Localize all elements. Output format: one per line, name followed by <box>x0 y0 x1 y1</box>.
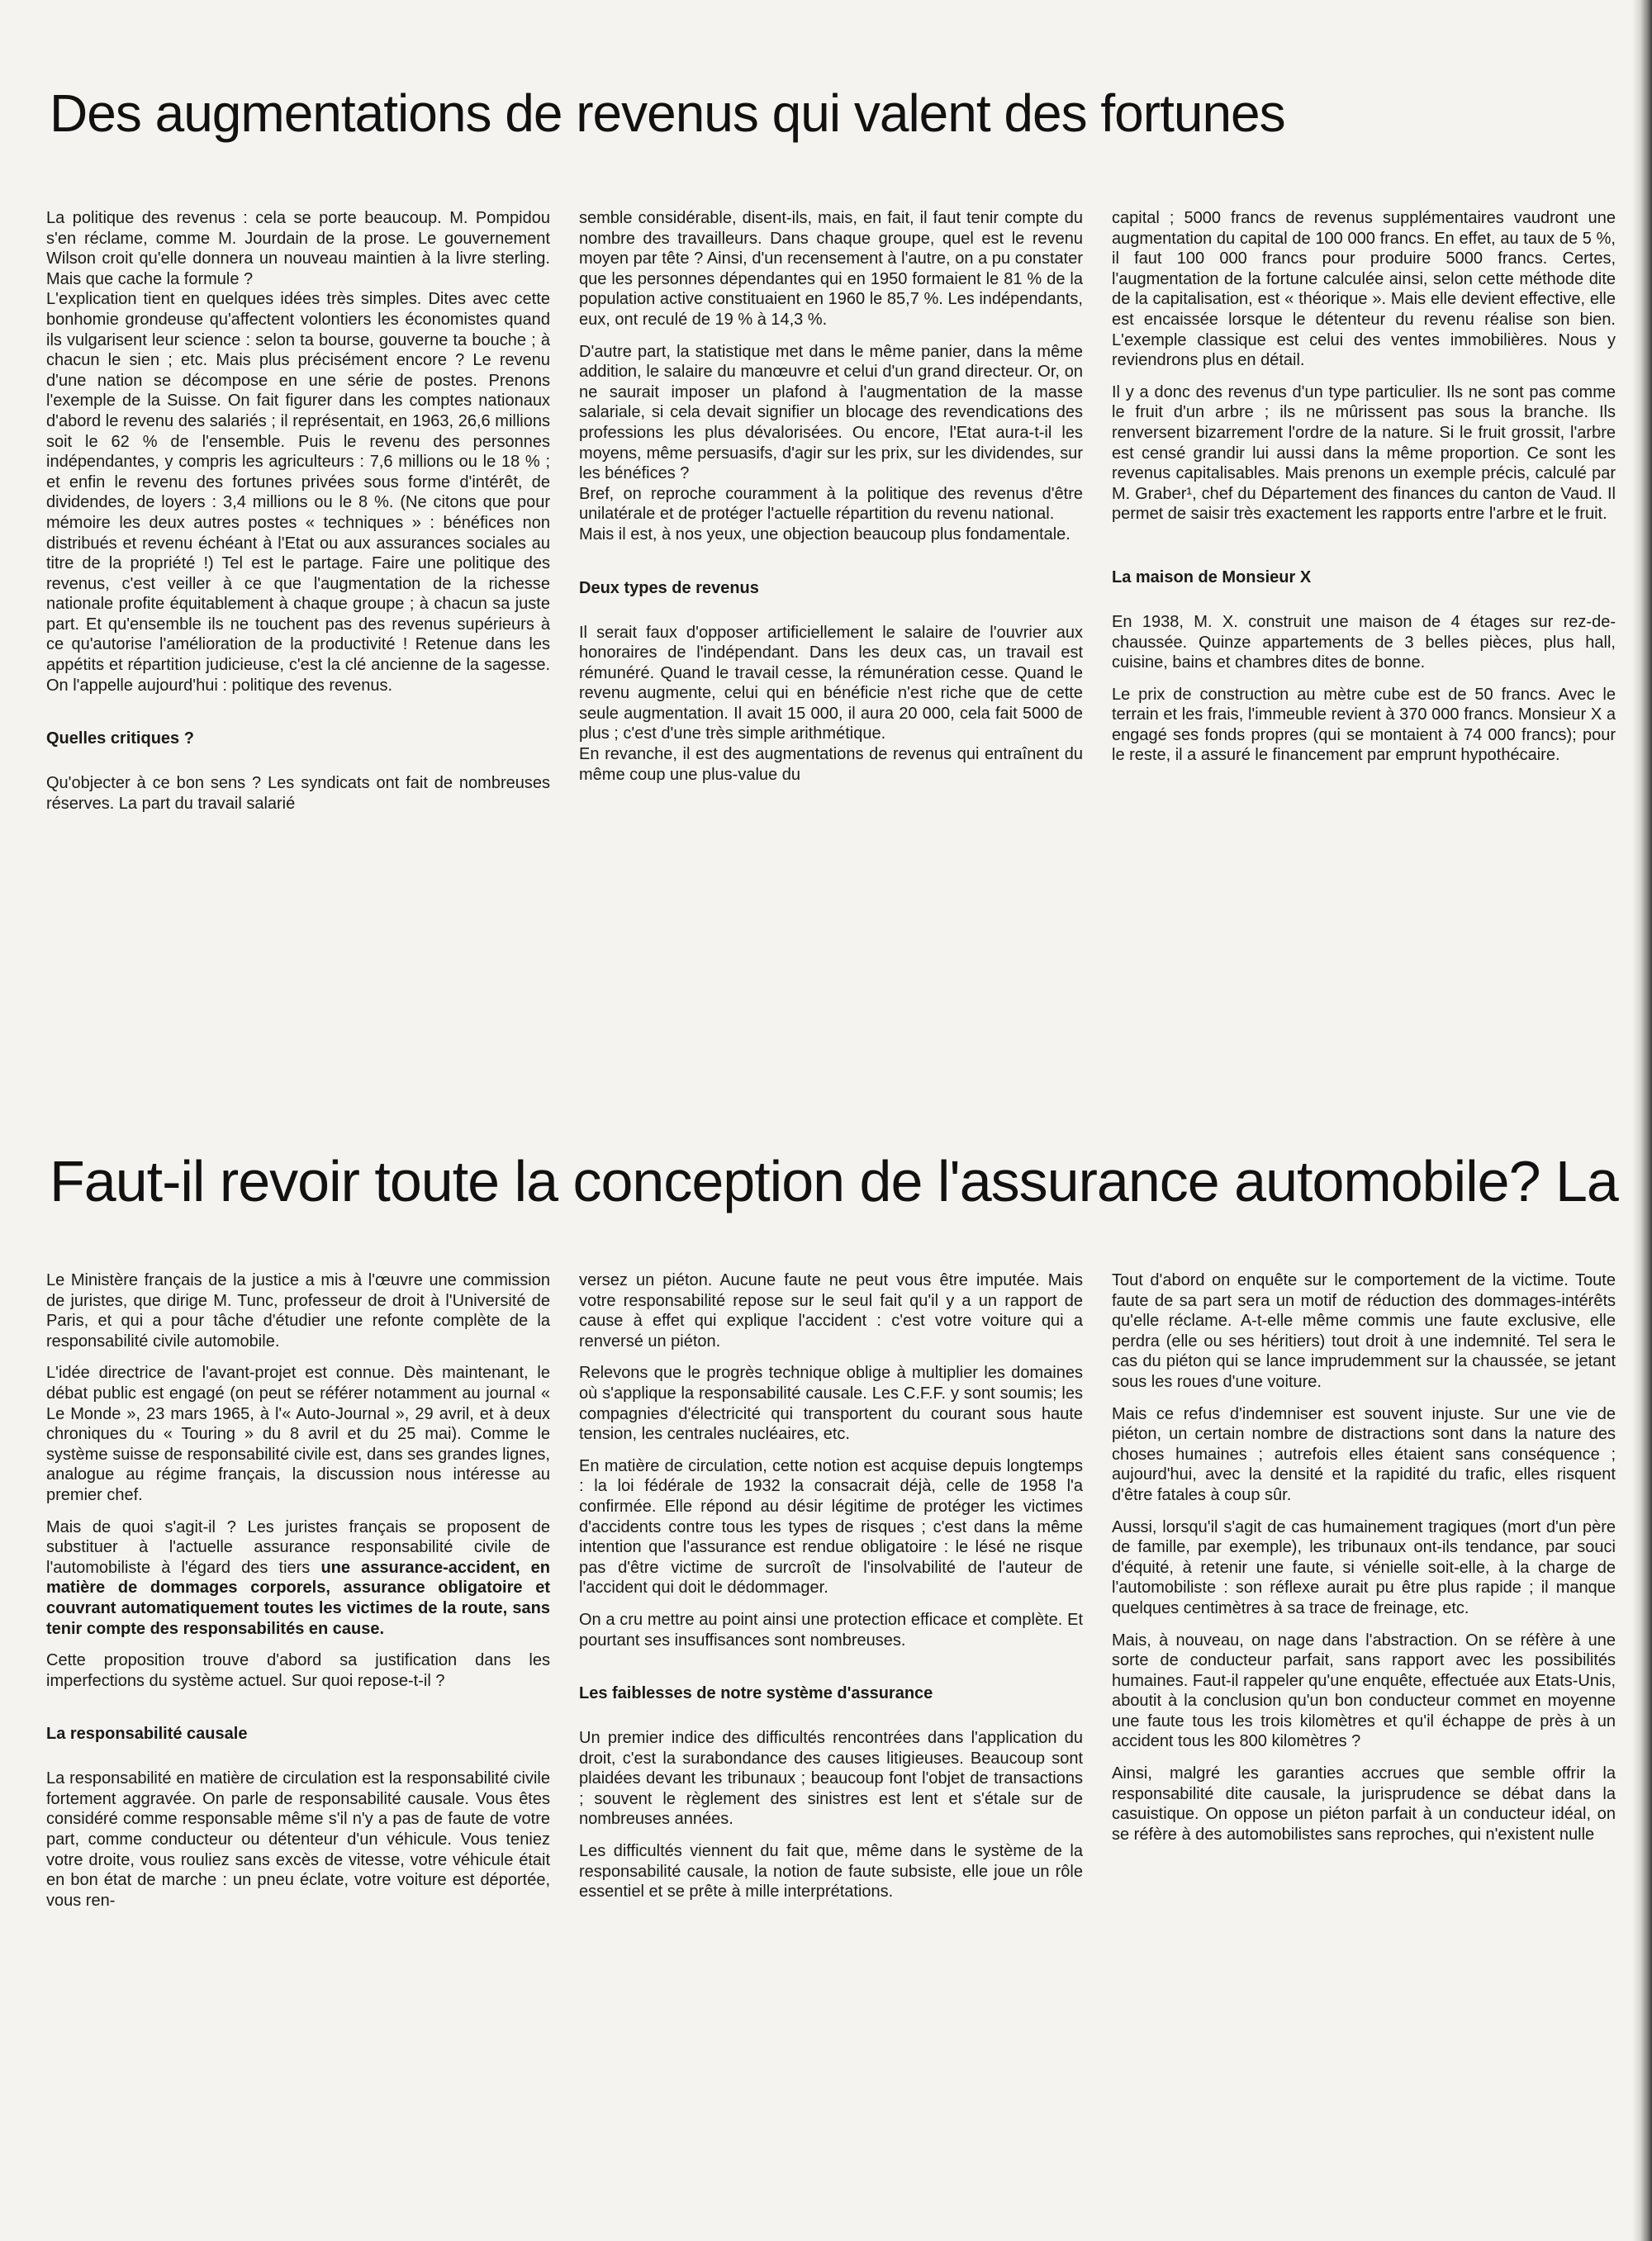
subheading-la-responsabilite-causale: La responsabilité causale <box>46 1725 248 1744</box>
article2-column-3 <box>1112 1270 1616 1856</box>
paragraph: Tout d'abord on enquête sur le comportement de la victime. Toute faute de sa part sera un motif de réduction des dommages-intérêts qu'elle réclame. A-t-elle même commis une faute exclusive, elle perdra (elle ou ses héritiers) tout droit à une indemnité. Tel sera le cas du piéton qui se lance imprudemment sur la chaussée, se jetant sous les roues d'une voiture. <box>1112 1271 1616 1391</box>
article2-column-2 <box>579 1270 1083 1914</box>
bold-proposal-text: une assurance-accident, en matière de dommages corporels, assurance obligatoire et couvrant automatiquement toutes les victimes de la route, sans tenir compte des responsabilités en cause. <box>46 1558 550 1638</box>
paragraph: On a cru mettre au point ainsi une protection efficace et complète. Et pourtant ses insuffisances sont nombreuses. <box>579 1610 1083 1650</box>
paragraph: Le Ministère français de la justice a mis à l'œuvre une commission de juristes, que dirige M. Tunc, professeur de droit à l'Université de Paris, et qui a pour tâche d'étudier une refonte complète de la responsabilité civile automobile. <box>46 1271 550 1351</box>
paragraph: Un premier indice des difficultés rencontrées dans l'application du droit, c'est la surabondance des causes litigieuses. Beaucoup sont plaidées devant les tribunaux ; beaucoup font l'objet de transactions ; souvent le règlement des sinistres est lent et s'étale sur de nombreuses années. <box>579 1729 1083 1829</box>
paragraph: Le prix de construction au mètre cube est de 50 francs. Avec le terrain et les frais, l'immeuble revient à 370 000 francs. Monsieur X a engagé ses fonds propres (qui se montaient à 74 000 francs); pour le reste, il a assuré le financement par emprunt hypothécaire. <box>1112 685 1616 765</box>
paragraph: capital ; 5000 francs de revenus supplémentaires vaudront une augmentation du capital de 100 000 francs. En effet, au taux de 5 %, il faut 100 000 francs pour produire 5000 francs. Certes, l'augmentation de la fortune calculée ainsi, selon cette méthode dite de la capitalisation, est « théorique ». Mais elle devient effective, elle est encaissée lorsque le détenteur du revenu réalise son bien. L'exemple classique est celui des ventes immobilières. Nous y reviendrons plus en détail. <box>1112 209 1616 370</box>
paragraph: Qu'objecter à ce bon sens ? Les syndicats ont fait de nombreuses réserves. La part du travail salarié <box>46 774 550 813</box>
article2-column-1 <box>46 1270 550 1922</box>
subheading-la-maison-de-monsieur-x: La maison de Monsieur X <box>1112 567 1312 586</box>
paragraph: Mais ce refus d'indemniser est souvent injuste. Sur une vie de piéton, un certain nombre de distractions sont dans la nature des choses humaines ; autrefois elles étaient sans conséquence ; aujourd'hui, avec la densité et la rapidité du trafic, elles risquent d'être fatales à coup sûr. <box>1112 1404 1616 1504</box>
paragraph: Cette proposition trouve d'abord sa justification dans les imperfections du système actuel. Sur quoi repose-t-il ? <box>46 1651 550 1690</box>
subheading-deux-types-de-revenus: Deux types de revenus <box>579 578 759 597</box>
article2-title: Faut-il revoir toute la conception de l'assurance automobile? La <box>50 1149 1618 1213</box>
paragraph: Aussi, lorsqu'il s'agit de cas humainement tragiques (mort d'un père de famille, par exemple), les tribunaux ont-ils tendance, par souci d'équité, à retenir une faute, si vénielle soit-elle, à la charge de l'automobiliste : son réflexe aurait pu être plus rapide ; il manque quelques centimètres à sa trace de freinage, etc. <box>1112 1517 1616 1617</box>
paragraph: Bref, on reproche couramment à la politique des revenus d'être unilatérale et de protéger l'actuelle répartition du revenu national. <box>579 484 1083 524</box>
article1-column-1 <box>46 208 550 825</box>
paragraph: Mais, à nouveau, on nage dans l'abstraction. On se réfère à une sorte de conducteur parfait, sans rapport avec les possibilités humaines. Faut-il rappeler qu'une enquête, effectuée aux Etats-Unis, aboutit à la conclusion qu'un bon conducteur commet en moyenne une faute tous les trois kilomètres et qu'il échappe de près à un accident tous les 800 kilomètres ? <box>1112 1631 1616 1751</box>
subheading-les-faiblesses: Les faiblesses de notre système d'assurance <box>579 1684 933 1703</box>
paragraph: Relevons que le progrès technique oblige à multiplier les domaines où s'applique la responsabilité causale. Les C.F.F. y sont soumis; les compagnies d'électricité qui transportent du courant sous haute tension, les centrales nucléaires, etc. <box>579 1364 1083 1444</box>
article1-column-3 <box>1112 208 1616 777</box>
article1-column-2 <box>579 208 1083 796</box>
paragraph: La responsabilité en matière de circulation est la responsabilité civile fortement aggravée. On parle de responsabilité causale. Vous êtes considéré comme responsable même s'il n'y a pas de faute de votre part, comme conducteur ou détenteur d'un véhicule. Vous teniez votre droite, vous rouliez sans excès de vitesse, votre véhicule était en bon état de marche : un pneu éclate, votre voiture est déportée, vous ren- <box>46 1769 550 1910</box>
paragraph <box>46 1517 550 1640</box>
paragraph: Il y a donc des revenus d'un type particulier. Ils ne sont pas comme le fruit d'un arbre ; ils ne mûrissent pas sous la branche. Ils renversent bizarrement l'ordre de la nature. Si le fruit grossit, l'arbre est censé grandir lui aussi dans la même proportion. Ce sont les revenus capitalisables. Mais prenons un exemple précis, calculé par M. Graber¹, chef du Département des finances du canton de Vaud. Il permet de saisir très exactement les rapports entre l'arbre et le fruit. <box>1112 382 1616 524</box>
page-binding-edge <box>1632 0 1652 2241</box>
paragraph: Il serait faux d'opposer artificiellement le salaire de l'ouvrier aux honoraires de l'indépendant. Dans les deux cas, un travail est rémunéré. Quand le travail cesse, la rémunération cesse. Quand le revenu augmente, celui qui en bénéficie n'est riche que de cette seule augmentation. Il avait 15 000, il aura 20 000, cela fait 5000 de plus ; c'est d'une très simple arithmétique. <box>579 623 1083 743</box>
paragraph: versez un piéton. Aucune faute ne peut vous être imputée. Mais votre responsabilité repose sur le seul fait qu'il y a un rapport de cause à effet qui explique l'accident : c'est votre voiture qui a renversé un piéton. <box>579 1271 1083 1351</box>
paragraph: En matière de circulation, cette notion est acquise depuis longtemps : la loi fédérale de 1932 la consacrait déjà, celle de 1958 l'a confirmée. Elle répond au désir légitime de protéger les victimes d'accidents contre tous les types de risques ; c'est dans la même intention que l'assurance est rendue obligatoire : le lésé ne risque pas d'être victime de surcroît de l'insolvabilité de l'auteur de l'accident qui doit le dédommager. <box>579 1456 1083 1598</box>
subheading-quelles-critiques: Quelles critiques ? <box>46 729 194 748</box>
paragraph: La politique des revenus : cela se porte beaucoup. M. Pompidou s'en réclame, comme M. Jourdain de la prose. Le gouvernement Wilson croit qu'elle donnera un nouveau maintien à la livre sterling. Mais que cache la formule ? <box>46 209 550 288</box>
paragraph: Mais il est, à nos yeux, une objection beaucoup plus fondamentale. <box>579 525 1070 544</box>
paragraph: Ainsi, malgré les garanties accrues que semble offrir la responsabilité dite causale, la jurisprudence se débat dans la casuistique. On oppose un piéton parfait à un conducteur idéal, on se réfère à des automobilistes sans reproches, qui n'existent nulle <box>1112 1764 1616 1844</box>
paragraph: L'idée directrice de l'avant-projet est connue. Dès maintenant, le débat public est engagé (on peut se référer notamment au journal « Le Monde », 23 mars 1965, à l'« Auto-Journal », 29 avril, et à deux chroniques du « Touring » du 8 avril et du 25 mai). Comme le système suisse de responsabilité civile est, dans ses grandes lignes, analogue au régime français, la discussion nous intéresse au premier chef. <box>46 1364 550 1504</box>
paragraph: Les difficultés viennent du fait que, même dans le système de la responsabilité causale, la notion de faute subsiste, elle joue un rôle essentiel et se prête à mille interprétations. <box>579 1842 1083 1902</box>
paragraph-text: Mais de quoi s'agit-il ? Les juristes français se proposent de substituer à l'actuelle assurance responsabilité civile de l'automobiliste à l'égard des tiers <box>46 1517 550 1577</box>
article1-title: Des augmentations de revenus qui valent des fortunes <box>50 83 1285 143</box>
paragraph: semble considérable, disent-ils, mais, en fait, il faut tenir compte du nombre des travailleurs. Dans chaque groupe, quel est le revenu moyen par tête ? Ainsi, d'un recensement à l'autre, on a pu constater que les personnes dépendantes qui en 1950 formaient le 81 % de la population active constituaient en 1960 le 85,7 %. Les indépendants, eux, ont reculé de 19 % à 14,3 %. <box>579 209 1083 329</box>
paragraph: L'explication tient en quelques idées très simples. Dites avec cette bonhomie grondeuse qu'affectent volontiers les économistes quand ils vulgarisent leur science : selon ta bourse, gouverne ta bouche ; à chacun le sien ; etc. Mais plus précisément encore ? Le revenu d'une nation se décompose en une série de postes. Prenons l'exemple de la Suisse. On fait figurer dans les comptes nationaux d'abord le revenu des salariés ; il représentait, en 1963, 26,6 millions soit le 62 % de l'ensemble. Puis le revenu des personnes indépendantes, y compris les agriculteurs : 7,6 millions ou le 18 % ; et enfin le revenu des fortunes privées sous forme d'intérêt, de dividendes, de loyers : 3,4 millions ou le 8 %. (Ne citons que pour mémoire les deux autres postes « techniques » : bénéfices non distribués et revenu échéant à l'Etat ou aux assurances sociales au titre de la propriété !) Tel est le partage. Faire une politique des revenus, c'est veiller à ce que l'augmentation de la richesse nationale profite équitablement à chaque groupe ; à chacun sa juste part. Et qu'ensemble ils ne touchent pas des revenus supérieurs à ce qu'autorise l'amélioration de la productivité ! Retenue dans les appétits et répartition judicieuse, c'est la clé ancienne de la sagesse. On l'appelle aujourd'hui : politique des revenus. <box>46 290 550 695</box>
paragraph: En 1938, M. X. construit une maison de 4 étages sur rez-de-chaussée. Quinze appartements de 3 belles pièces, plus hall, cuisine, bains et chambres dites de bonne. <box>1112 612 1616 672</box>
paragraph: En revanche, il est des augmentations de revenus qui entraînent du même coup une plus-value du <box>579 745 1083 784</box>
paragraph: D'autre part, la statistique met dans le même panier, dans la même addition, le salaire du manœuvre et celui d'un grand directeur. Or, on ne saurait imposer un plafond à l'augmentation de la masse salariale, si cela devait signifier un blocage des revendications des professions les plus dévalorisées. Ou encore, l'Etat aura-t-il les moyens, même persuasifs, d'agir sur les prix, sur les dividendes, sur les bénéfices ? <box>579 342 1083 483</box>
